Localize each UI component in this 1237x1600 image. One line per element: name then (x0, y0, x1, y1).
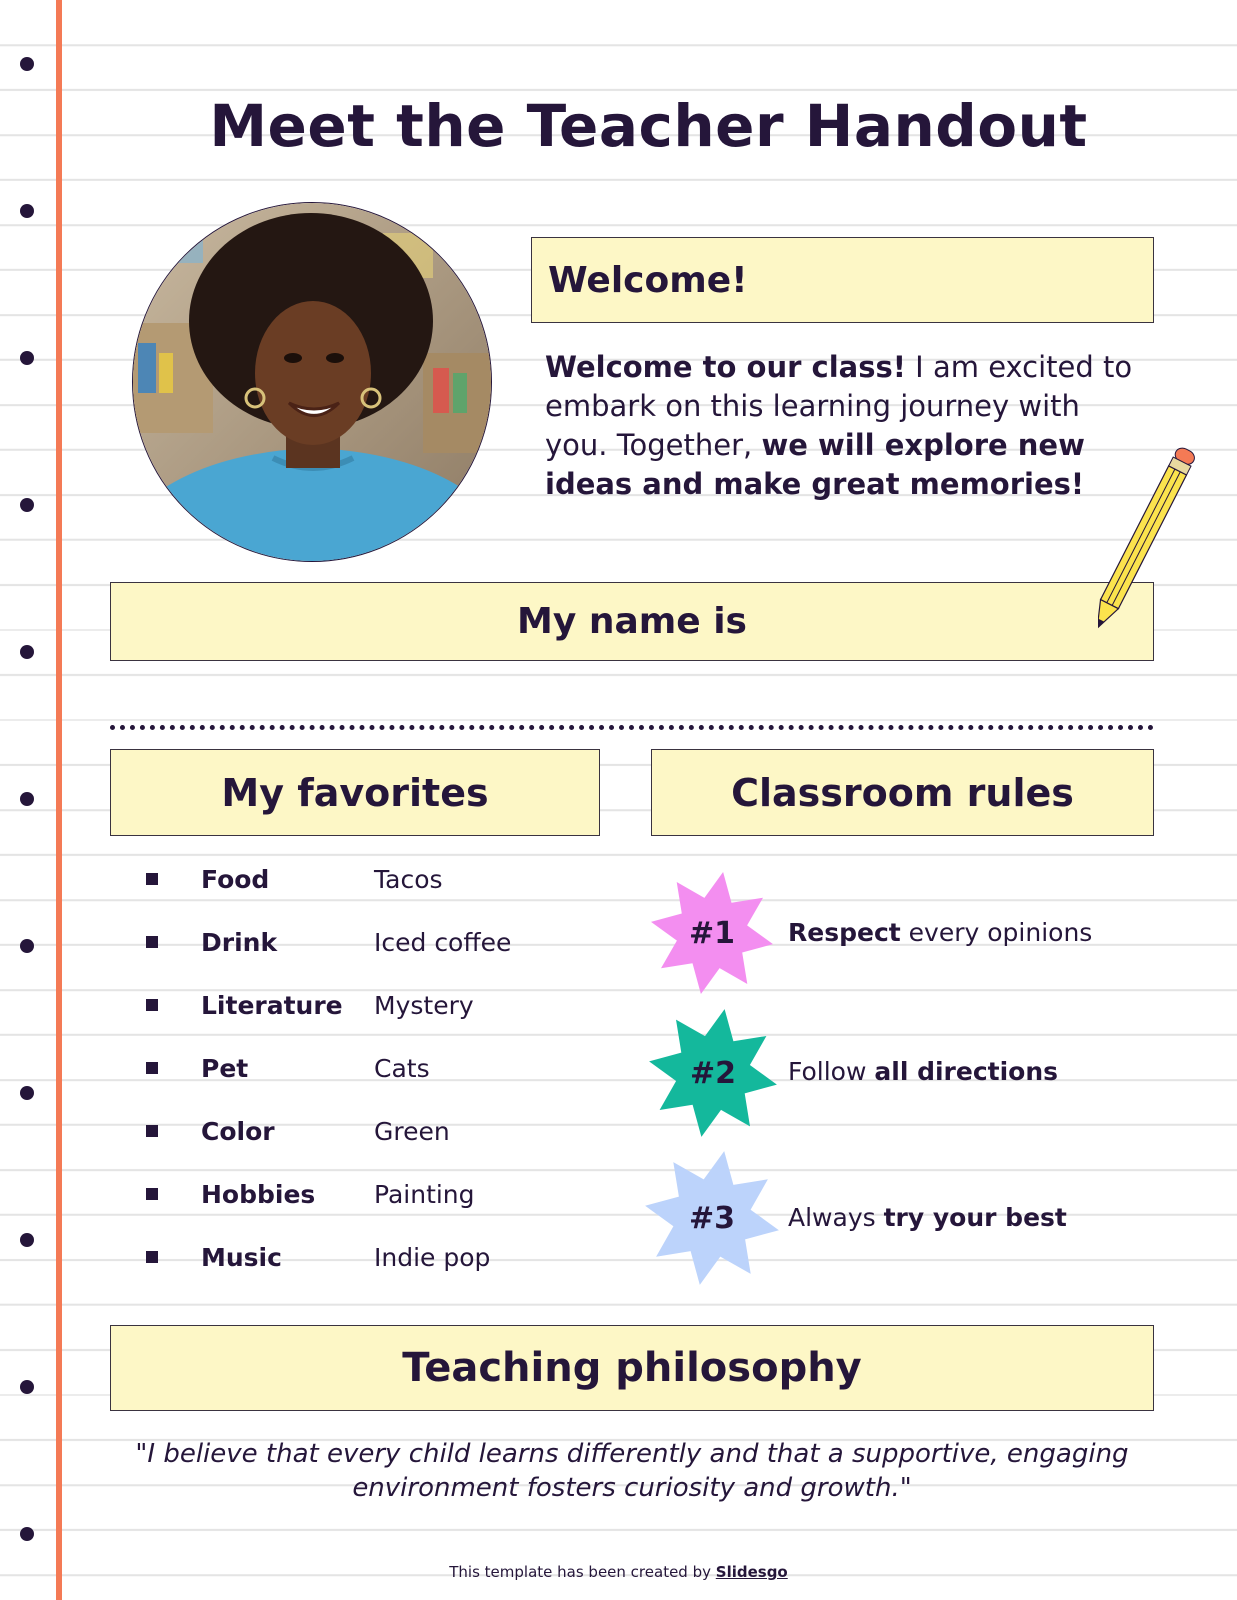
favorite-key: Literature (201, 990, 343, 1020)
quote-line: "I believe that every child learns differently and that a supportive, engaging (135, 1439, 1129, 1469)
name-heading-box (110, 582, 1154, 661)
rules-heading-box (651, 749, 1154, 836)
binder-hole (20, 57, 34, 71)
notebook-margin-line (56, 0, 62, 1600)
star-badge-1 (647, 871, 777, 995)
bullet-icon (146, 1125, 158, 1137)
rule-number: #3 (688, 1200, 735, 1236)
rule-text (788, 918, 1092, 947)
favorite-item (140, 925, 511, 959)
name-heading: My name is (517, 601, 747, 642)
footer-credit (0, 1563, 1237, 1581)
binder-hole (20, 645, 34, 659)
rule-number: #1 (688, 915, 735, 951)
favorite-key: Pet (201, 1053, 249, 1083)
footer-text: This template has been created by (449, 1563, 716, 1581)
rule-pre: Always (788, 1203, 884, 1232)
binder-hole (20, 1527, 34, 1541)
rule-post: every opinions (900, 918, 1093, 947)
philosophy-heading: Teaching philosophy (402, 1345, 862, 1391)
section-divider (110, 725, 1154, 730)
favorite-value: Green (374, 1116, 450, 1146)
quote-line: environment fosters curiosity and growth." (352, 1473, 912, 1503)
favorite-key: Music (201, 1242, 282, 1272)
favorite-value: Painting (374, 1179, 475, 1209)
rule-text (788, 1057, 1058, 1086)
rule-bold: Respect (788, 918, 901, 947)
philosophy-quote (110, 1437, 1154, 1505)
favorites-heading: My favorites (221, 770, 489, 815)
bullet-icon (146, 873, 158, 885)
star-badge-3 (641, 1150, 783, 1286)
binder-hole (20, 1380, 34, 1394)
favorite-value: Tacos (374, 864, 443, 894)
welcome-intro-text: I am excited to embark on this learning journey with you. Together, (545, 350, 1133, 462)
rule-bold: try your best (883, 1203, 1067, 1232)
welcome-heading-box (531, 237, 1154, 323)
binder-hole (20, 792, 34, 806)
rule-bold: all directions (874, 1057, 1059, 1086)
favorite-value: Iced coffee (374, 927, 512, 957)
favorite-item (140, 862, 443, 896)
philosophy-heading-box (110, 1325, 1154, 1411)
rule-number: #2 (689, 1055, 736, 1091)
rule-text (788, 1203, 1067, 1232)
favorite-item (140, 1240, 490, 1274)
favorite-item (140, 1114, 450, 1148)
favorite-item (140, 1051, 430, 1085)
binder-hole (20, 1233, 34, 1247)
footer-link[interactable]: Slidesgo (715, 1563, 788, 1581)
star-badge-2 (644, 1008, 782, 1138)
favorite-value: Cats (374, 1053, 430, 1083)
rule-pre: Follow (788, 1057, 875, 1086)
page-title: Meet the Teacher Handout (209, 92, 1088, 160)
favorite-value: Indie pop (374, 1242, 491, 1272)
binder-hole (20, 204, 34, 218)
favorite-item (140, 988, 474, 1022)
favorite-key: Drink (201, 927, 278, 957)
welcome-intro-bold: Welcome to our class! (545, 350, 906, 384)
favorite-key: Hobbies (201, 1179, 316, 1209)
teacher-photo (132, 202, 492, 562)
bullet-icon (146, 1062, 158, 1074)
binder-hole (20, 351, 34, 365)
favorite-value: Mystery (374, 990, 474, 1020)
rules-heading: Classroom rules (731, 770, 1074, 815)
welcome-heading: Welcome! (548, 259, 748, 301)
binder-hole (20, 1086, 34, 1100)
bullet-icon (146, 999, 158, 1011)
favorite-key: Food (201, 864, 270, 894)
binder-hole (20, 939, 34, 953)
bullet-icon (146, 1188, 158, 1200)
favorite-item (140, 1177, 475, 1211)
favorite-key: Color (201, 1116, 275, 1146)
welcome-outro-bold: we will explore new ideas and make great memories! (545, 428, 1085, 501)
favorites-heading-box (110, 749, 600, 836)
pencil-icon (1098, 436, 1208, 660)
bullet-icon (146, 1251, 158, 1263)
binder-hole (20, 498, 34, 512)
welcome-message (545, 348, 1135, 504)
bullet-icon (146, 936, 158, 948)
